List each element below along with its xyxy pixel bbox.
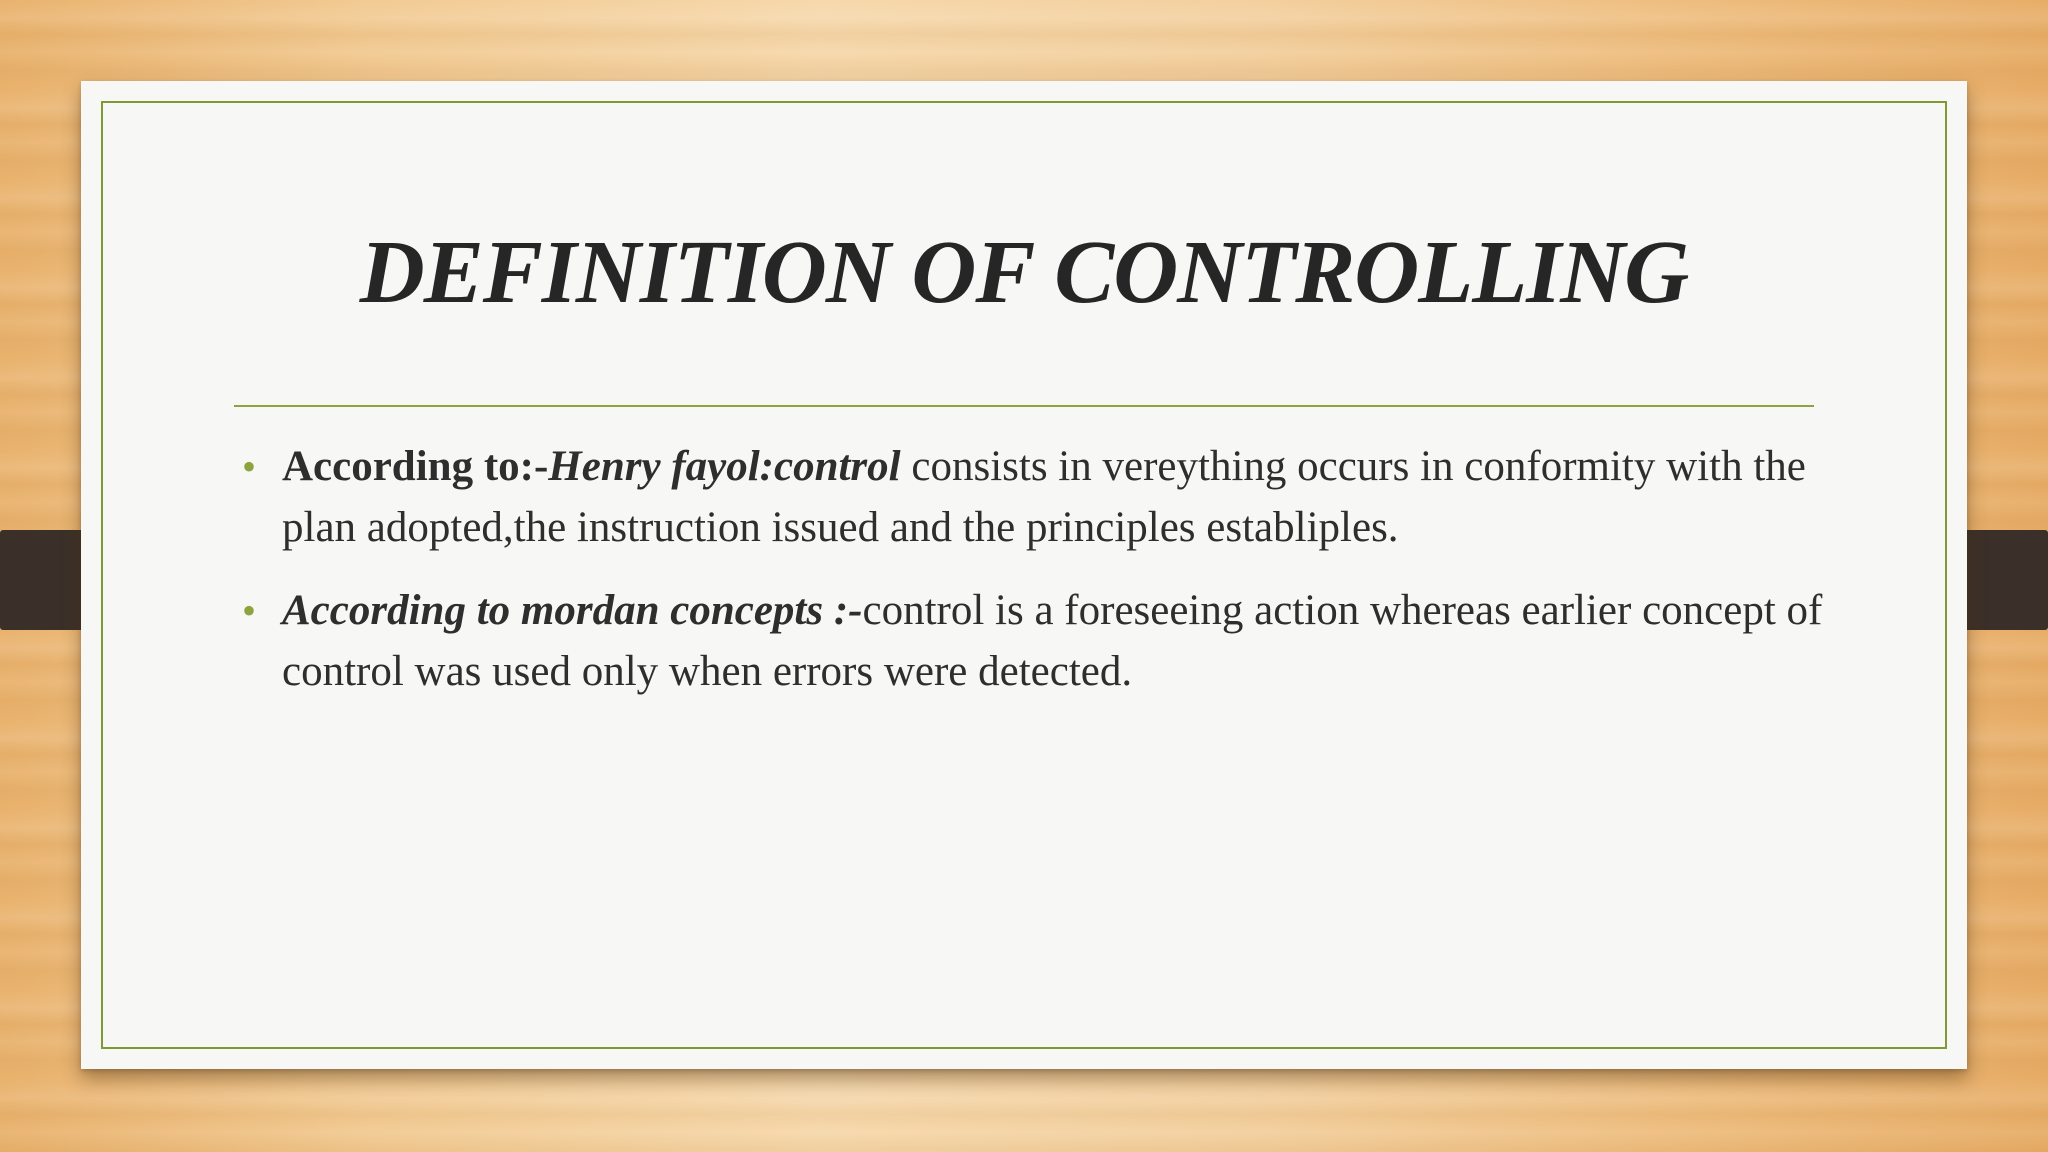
bullet-text: consists in vereything occurs in conformity with the plan adopted,the instruction issued and the principles establiples. [282,443,1806,551]
slide-title: DEFINITION OF CONTROLLING [359,223,1689,322]
bullet-lead-bold-italic: According to mordan concepts :- [282,587,863,634]
bullet-text: control is a foreseeing action whereas earlier concept of control was used only when errors were detected. [282,587,1823,695]
bullet-item-fayol [234,436,1834,558]
bullet-lead-bold-italic: Henry fayol:control [548,443,901,490]
title-divider [234,405,1814,407]
bullet-dot-icon: • [242,444,257,489]
bullet-item-modern [234,580,1834,702]
bullet-lead-bold: According to:- [282,443,549,490]
slide-paper [81,81,1967,1069]
bullet-list [234,436,1834,724]
bullet-dot-icon: • [242,588,257,633]
